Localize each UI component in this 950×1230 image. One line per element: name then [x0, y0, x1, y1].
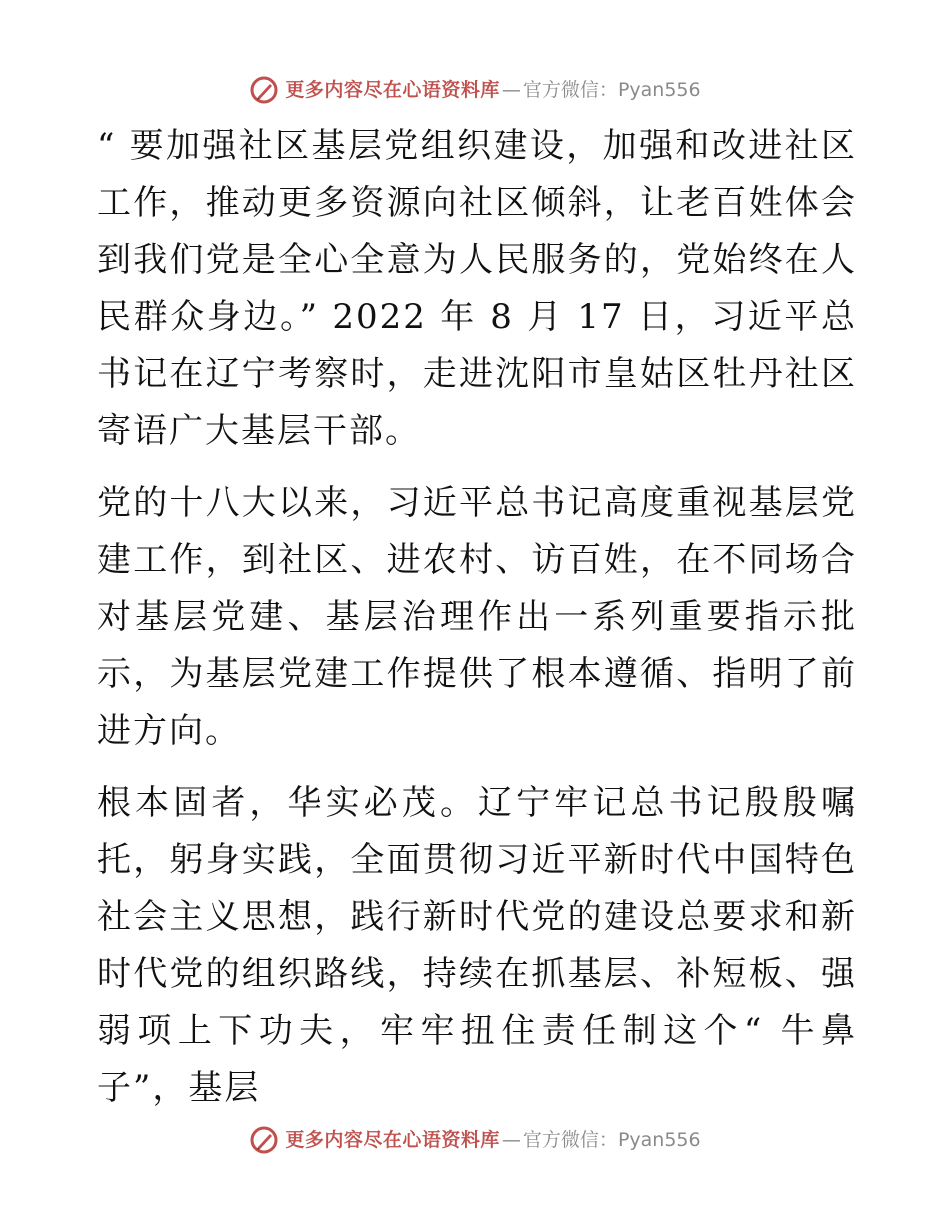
- pen-circle-logo-icon: [249, 1125, 279, 1155]
- paragraph-3: 根本固者，华实必茂。辽宁牢记总书记殷殷嘱托，躬身实践，全面贯彻习近平新时代中国特色社会主义思想，践行新时代党的建设总要求和新时代党的组织路线，持续在抓基层、补短板、强弱项上下功夫，牢牢扭住责任制这个“ 牛鼻子”，基层: [97, 783, 857, 1108]
- header-watermark-banner: [0, 70, 950, 110]
- banner-wechat-label: 官方微信：: [522, 78, 618, 101]
- banner-main-text: 更多内容尽在心语资料库: [285, 78, 500, 101]
- banner-wechat-id: Pyan556: [617, 1128, 701, 1151]
- paragraph-1: “ 要加强社区基层党组织建设，加强和改进社区工作，推动更多资源向社区倾斜，让老百姓体会到我们党是全心全意为人民服务的，党始终在人民群众身边。” 2022 年 8 月 17 日，习近平总书记在辽宁考察时，走进沈阳市皇姑区牡丹社区寄语广大基层干部。: [97, 126, 857, 451]
- document-body: [97, 118, 857, 1117]
- pen-circle-logo-icon: [249, 75, 279, 105]
- banner-main-text: 更多内容尽在心语资料库: [285, 1128, 500, 1151]
- banner-dash: —: [501, 78, 521, 101]
- banner-wechat-id: Pyan556: [617, 78, 701, 101]
- footer-watermark-banner: [0, 1120, 950, 1160]
- paragraph-2: 党的十八大以来，习近平总书记高度重视基层党建工作，到社区、进农村、访百姓，在不同场合对基层党建、基层治理作出一系列重要指示批示，为基层党建工作提供了根本遵循、指明了前进方向。: [97, 483, 857, 751]
- banner-dash: —: [501, 1128, 521, 1151]
- banner-wechat-label: 官方微信：: [522, 1128, 618, 1151]
